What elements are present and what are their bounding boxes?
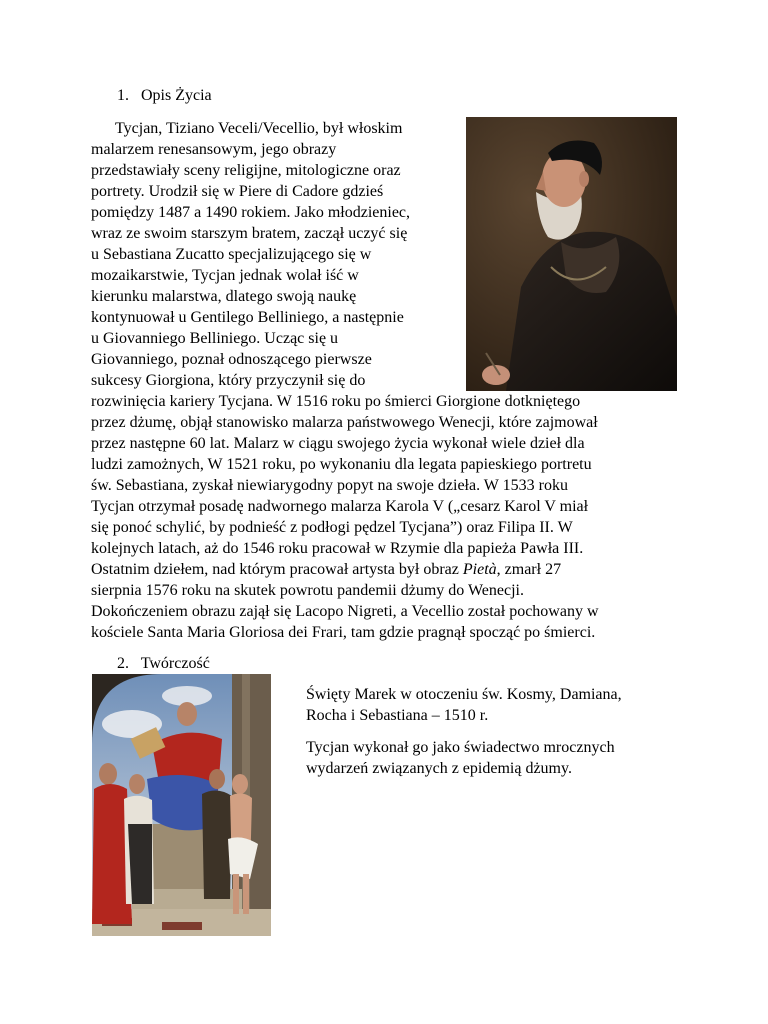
section-title: Twórczość [140, 655, 210, 672]
biography-line: u Giovanniego Belliniego. Ucząc się u [91, 330, 339, 347]
biography-line: Tycjan otrzymał posadę nadwornego malarza Karola V („cesarz Karol V miał [91, 498, 589, 515]
biography-line: się ponoć schylić, by podnieść z podłogi pędzel Tycjana”) oraz Filipa II. W [91, 519, 573, 536]
biography-line: rozwinięcia kariery Tycjana. W 1516 roku po śmierci Giorgione dotkniętego [91, 393, 581, 410]
section-number: 1. [117, 87, 129, 104]
biography-line: Giovanniego, poznał odnoszącego pierwsze [91, 351, 372, 368]
biography-line: kierunku malarstwa, dlatego swoją naukę [91, 288, 357, 305]
section-number: 2. [117, 655, 129, 672]
biography-line: malarzem renesansowym, jego obrazy [91, 141, 337, 158]
biography-line: u Sebastiana Zucatto specjalizującego się w [91, 246, 372, 263]
caption-line: Rocha i Sebastiana – 1510 r. [306, 707, 489, 724]
biography-line: ludzi zamożnych, W 1521 roku, po wykonaniu dla legata papieskiego portretu [91, 456, 592, 473]
biography-line: kościele Santa Maria Gloriosa dei Frari, tam gdzie pragnął spocząć po śmierci. [91, 624, 596, 641]
pieta-title: Pietà [462, 561, 497, 578]
section-heading-works [117, 654, 210, 674]
biography-line: przez następne 60 lat. Malarz w ciągu swojego życia wykonał wiele dzieł dla [91, 435, 585, 452]
biography-line: sierpnia 1576 roku na skutek powrotu pandemii dżumy do Wenecji. [91, 582, 524, 599]
biography-line: Dokończeniem obrazu zajął się Lacopo Nigreti, a Vecellio został pochowany w [91, 603, 599, 620]
saint-mark-painting-image [92, 674, 271, 936]
painting-svg [92, 674, 271, 936]
biography-line: wraz ze swoim starszym bratem, zaczął uczyć się [91, 225, 408, 242]
biography-line: portrety. Urodził się w Piere di Cadore gdzieś [91, 183, 384, 200]
biography-line: sukcesy Giorgiona, który przyczynił się do [91, 372, 366, 389]
description-line: wydarzeń związanych z epidemią dżumy. [306, 760, 572, 777]
painting-description [306, 737, 696, 779]
section-heading-life [117, 86, 212, 106]
biography-line: kontynuował u Gentilego Belliniego, a następnie [91, 309, 404, 326]
biography-line: przez dżumę, objął stanowisko malarza państwowego Wenecji, które zajmował [91, 414, 598, 431]
painting-caption [306, 684, 696, 726]
caption-line: Święty Marek w otoczeniu św. Kosmy, Damiana, [306, 686, 622, 703]
biography-line: przedstawiały sceny religijne, mitologiczne oraz [91, 162, 401, 179]
portrait-text-wrap [458, 118, 669, 392]
description-line: Tycjan wykonał go jako świadectwo mrocznych [306, 739, 615, 756]
biography-line: Ostatnim dziełem, nad którym pracował artysta był obraz Pietà, zmarł 27 [91, 561, 562, 578]
section-title: Opis Życia [141, 87, 212, 104]
biography-line: św. Sebastiana, zyskał niewiarygodny popyt na swoje dzieła. W 1533 roku [91, 477, 568, 494]
biography-line: kolejnych latach, aż do 1546 roku pracował w Rzymie dla papieża Pawła III. [91, 540, 584, 557]
biography-line: mozaikarstwie, Tycjan jednak wolał iść w [91, 267, 359, 284]
biography-text [91, 118, 669, 643]
biography-line: Tycjan, Tiziano Veceli/Vecellio, był włoskim [115, 120, 403, 137]
biography-line: pomiędzy 1487 a 1490 rokiem. Jako młodzieniec, [91, 204, 411, 221]
